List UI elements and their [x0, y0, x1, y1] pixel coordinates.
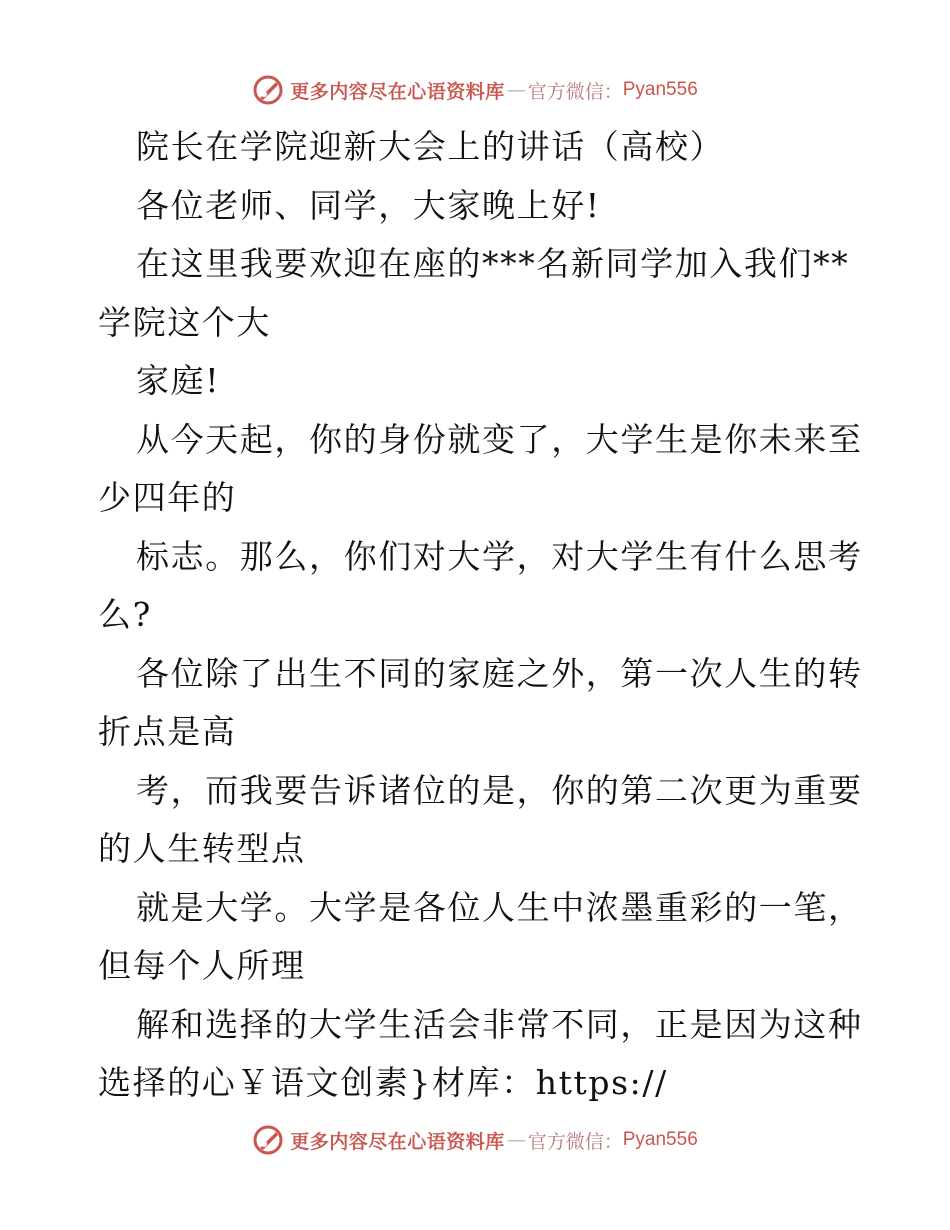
document-body	[98, 118, 863, 1113]
quill-logo-icon	[252, 1124, 284, 1156]
footer-watermark	[0, 1120, 950, 1160]
text-line: 解和选择的大学生活会非常不同，正是因为这种	[136, 1004, 863, 1044]
watermark-sub-text: 官方微信：	[527, 80, 623, 103]
text-line: 院长在学院迎新大会上的讲话（高校）	[136, 127, 725, 166]
watermark-separator: —	[506, 1129, 526, 1151]
text-line: 折点是高	[98, 712, 237, 751]
text-line: 的人生转型点	[98, 829, 306, 868]
text-line: 考，而我要告诉诸位的是，你的第二次更为重要	[136, 770, 863, 810]
text-line: 就是大学。大学是各位人生中浓墨重彩的一笔，	[136, 887, 863, 927]
text-line: 各位除了出生不同的家庭之外，第一次人生的转	[136, 653, 863, 693]
watermark-id: Pyan556	[622, 79, 698, 100]
watermark-separator: —	[506, 79, 526, 101]
text-line: 在这里我要欢迎在座的***名新同学加入我们**	[136, 244, 850, 283]
watermark-main-text: 更多内容尽在心语资料库	[290, 80, 505, 103]
text-line: 家庭!	[136, 361, 221, 400]
watermark-id: Pyan556	[622, 1129, 698, 1150]
text-line: 从今天起，你的身份就变了，大学生是你未来至	[136, 419, 863, 459]
text-line: 但每个人所理	[98, 946, 306, 985]
text-line: 学院这个大	[98, 302, 271, 342]
text-line: 么?	[98, 595, 152, 634]
text-line: 标志。那么，你们对大学，对大学生有什么思考	[136, 536, 863, 576]
text-line: 各位老师、同学，大家晚上好!	[136, 185, 601, 225]
quill-logo-icon	[252, 74, 284, 106]
watermark-main-text: 更多内容尽在心语资料库	[290, 1130, 505, 1153]
text-line: 选择的心￥语文创素}材库：https://	[98, 1063, 668, 1102]
text-line: 少四年的	[98, 478, 237, 517]
watermark-sub-text: 官方微信：	[527, 1130, 623, 1153]
header-watermark	[0, 70, 950, 110]
